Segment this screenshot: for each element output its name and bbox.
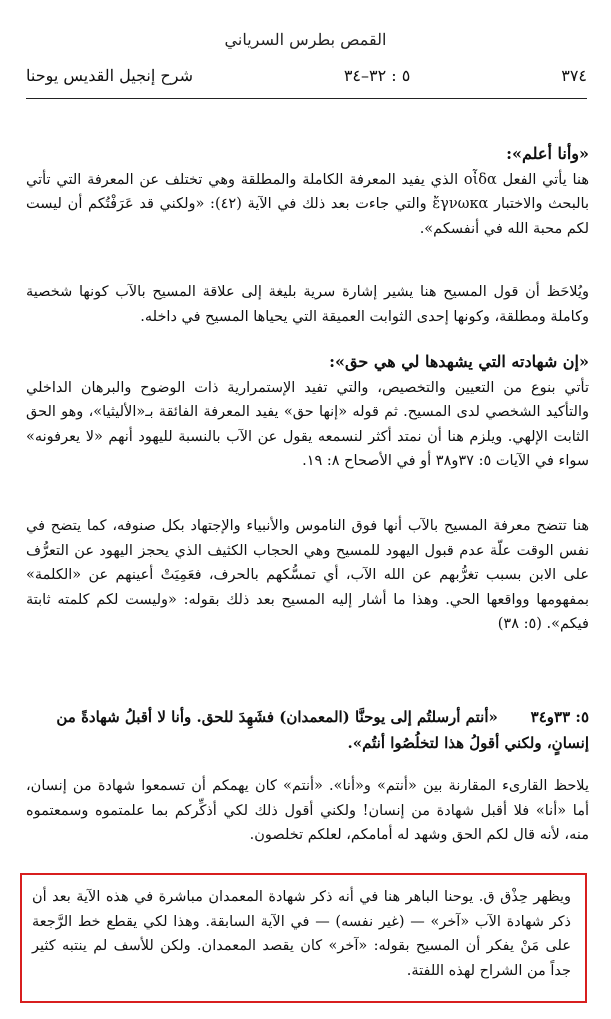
section-4: [26, 514, 589, 637]
running-head: القمص بطرس السرياني: [224, 30, 387, 49]
section-4-text: هنا تتضح معرفة المسيح بالآب أنها فوق الناموس والأنبياء والإجتهاد بكل صنوفه، كما يتضح في نفس الوقت علّة عدم قبول اليهود للمسيح وهي الحجاب الكثيف الذي يحجز اليهود عن التعرُّف على الابن بسبب تغرُّبهم عن الله الآب، أي تمسُّكهم بالحرف، فعَمِيَتْ أعينهم عن «الكلمة» بمفهومها وواقعها الحي. وهذا ما أشار إليه المسيح بعد ذلك بقوله: «وليست لكم كلمته ثابتة فيكم». (٥: ٣٨): [26, 518, 589, 632]
section-1-heading: «وأنا أعلم»:: [506, 144, 589, 163]
verse-text: «أنتم أرسلتُم إلى يوحنَّا (المعمدان) فشَهِدَ للحق. وأنا لا أقبلُ شهادةً من إنسانٍ، ولكني أقولُ هذا لتخلُصُوا أنتُم».: [56, 708, 589, 752]
highlight-box: [20, 873, 587, 1003]
header-rule: [26, 98, 587, 99]
section-3-heading: «إن شهادته التي يشهدها لي هي حق»:: [329, 352, 589, 371]
after-verse-text: يلاحظ القارىء المقارنة بين «أنتم» و«أنا». «أنتم» كان يهمكم أن تسمعوا شهادة من إنسان، أما «أنا» فلا أقبل شهادة من إنسان! ولكني أقول ذلك لكي أذكِّركم بما علمتموه وسمعتموه منه، لأنه قال لكم الحق وشهد له أمامكم، لعلكم تخلصون.: [26, 778, 589, 843]
after-verse-paragraph: [26, 774, 589, 848]
verse-ref: ٥: ٣٣و٣٤: [530, 708, 589, 726]
section-2: [26, 280, 589, 329]
section-1: [26, 142, 589, 241]
highlighted-paragraph: [22, 875, 585, 983]
book-title: شرح إنجيل القديس يوحنا: [26, 66, 193, 85]
page-header: [26, 66, 587, 85]
section-2-text: ويُلاحَظ أن قول المسيح هنا يشير إشارة سرية بليغة إلى علاقة المسيح بالآب كونها شخصية وكاملة ومطلقة، وكونها إحدى الثوابت العميقة التي يحياها المسيح في داخله.: [26, 284, 589, 325]
section-3-text: تأتي بنوع من التعيين والتخصيص، والتي تفيد الإستمرارية ذات الوضوح والبرهان الداخلي والتأكيد الشخصي لدى المسيح. ثم قوله «إنها حق» يفيد المعرفة الفائقة بـ«الأليثيا»، وهو الحق الثابت الإلهي. ويلزم هنا أن نمتد أكثر لنسمعه يقول عن الآب بالنسبة لليهود أنهم «لا يعرفونه» سواء في الآيات ٥: ٣٧و٣٨ أو في الأصحاح ٨: ١٩.: [26, 379, 589, 469]
verse-block: [26, 704, 589, 756]
section-3: [26, 350, 589, 474]
highlighted-text: ويظهر حِذْق ق. يوحنا الباهر هنا في أنه ذكر شهادة المعمدان مباشرة في هذه الآية بعد أن ذكر شهادة الآب «آخر» — (غير نفسه) — في الآية السابقة. وهذا لكي يقطع خط الرَّجعة على مَنْ يفكر أن المسيح بقوله: «آخر» كان يقصد المعمدان. ولكن للأسف لم ينتبه كثير جداً من الشراح لهذه اللفتة.: [32, 889, 571, 979]
section-1-text: هنا يأتي الفعل οἶδα الذي يفيد المعرفة الكاملة والمطلقة وهي تختلف عن المعرفة التي تأتي بالبحث والاختبار ἔγνωκα والتي جاءت بعد ذلك في الآية (٤٢): «ولكني قد عَرَفْتُكم أن ليست لكم محبة الله في أنفسكم».: [26, 171, 590, 237]
verse-range: ٥ : ٣٢–٣٤: [343, 66, 411, 85]
page-number: ٣٧٤: [561, 66, 587, 85]
